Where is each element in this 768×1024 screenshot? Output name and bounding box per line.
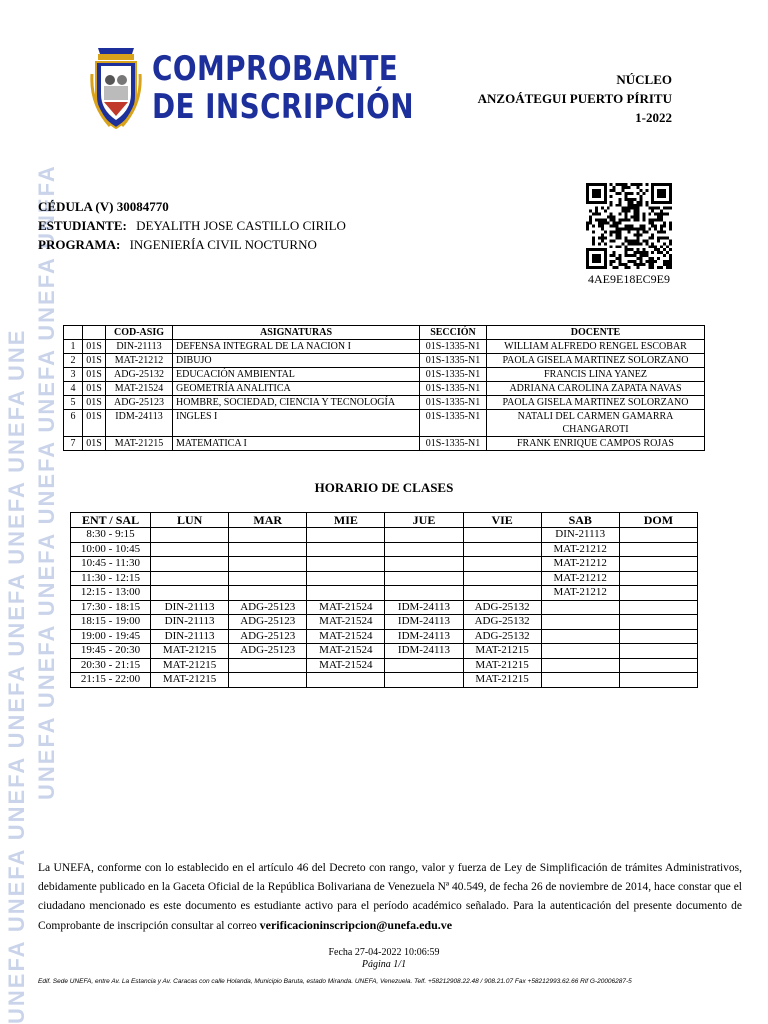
time-slot: 11:30 - 12:15 bbox=[71, 571, 151, 586]
schedule-col-header: MIE bbox=[307, 513, 385, 528]
col-teacher-header: DOCENTE bbox=[487, 326, 705, 340]
schedule-row bbox=[71, 600, 698, 615]
schedule-row bbox=[71, 673, 698, 688]
schedule-cell: IDM-24113 bbox=[385, 629, 463, 644]
schedule-cell bbox=[619, 658, 697, 673]
row-number: 3 bbox=[64, 368, 83, 382]
schedule-cell bbox=[229, 586, 307, 601]
subject-code: IDM-24113 bbox=[106, 410, 173, 437]
row-number: 7 bbox=[64, 437, 83, 451]
cedula: CÉDULA (V) 30084770 bbox=[38, 199, 169, 214]
legal-paragraph: La UNEFA, conforme con lo establecido en el artículo 46 del Decreto con rango, valor y fuerza de Ley de Simplificación de trámites Administrativos, debidamente publicado en la Gaceta Oficial de la República Bolivariana de Venezuela Nª 40.549, de fecha 26 de noviembre de 2014, hace constar que el ciudadano mencionado es este documento es estudiante activo para el período académico señalado. Para la autenticación del presente documento de Comprobante de inscripción consultar al correo bbox=[38, 862, 742, 932]
schedule-table bbox=[70, 512, 698, 688]
period: 1-2022 bbox=[635, 110, 672, 125]
schedule-cell bbox=[463, 586, 541, 601]
program-label: PROGRAMA: bbox=[38, 237, 121, 252]
schedule-header-row bbox=[71, 513, 698, 528]
title-line-1: COMPROBANTE bbox=[152, 49, 399, 89]
qr-code-icon bbox=[586, 183, 672, 269]
schedule-cell bbox=[619, 557, 697, 572]
row-type: 01S bbox=[83, 382, 106, 396]
schedule-cell bbox=[151, 557, 229, 572]
nucleo-name: ANZOÁTEGUI PUERTO PÍRITU bbox=[477, 91, 672, 106]
schedule-col-header: DOM bbox=[619, 513, 697, 528]
student-info bbox=[38, 197, 346, 254]
schedule-cell bbox=[463, 571, 541, 586]
schedule-row bbox=[71, 644, 698, 659]
subject-row bbox=[64, 396, 705, 410]
title-line-2: DE INSCRIPCIÓN bbox=[152, 87, 415, 127]
schedule-cell bbox=[619, 586, 697, 601]
schedule-cell bbox=[463, 528, 541, 543]
schedule-row bbox=[71, 542, 698, 557]
schedule-cell: MAT-21215 bbox=[151, 658, 229, 673]
schedule-row bbox=[71, 658, 698, 673]
subject-name: HOMBRE, SOCIEDAD, CIENCIA Y TECNOLOGÍA bbox=[173, 396, 420, 410]
schedule-cell: MAT-21215 bbox=[463, 644, 541, 659]
schedule-cell: ADG-25132 bbox=[463, 600, 541, 615]
schedule-cell bbox=[229, 658, 307, 673]
watermark-inner: UNEFA UNEFA UNEFA UNEFA UNEFA UNEFA UNEFA bbox=[34, 164, 59, 800]
subject-code: DIN-21113 bbox=[106, 340, 173, 354]
schedule-cell bbox=[541, 658, 619, 673]
schedule-cell: IDM-24113 bbox=[385, 600, 463, 615]
schedule-cell: MAT-21212 bbox=[541, 557, 619, 572]
schedule-cell bbox=[385, 557, 463, 572]
schedule-row bbox=[71, 571, 698, 586]
subjects-table bbox=[63, 325, 705, 451]
schedule-cell bbox=[229, 571, 307, 586]
schedule-cell: MAT-21524 bbox=[307, 644, 385, 659]
row-type: 01S bbox=[83, 354, 106, 368]
schedule-col-header: ENT / SAL bbox=[71, 513, 151, 528]
schedule-cell bbox=[307, 557, 385, 572]
col-subject-header: ASIGNATURAS bbox=[173, 326, 420, 340]
schedule-row bbox=[71, 557, 698, 572]
schedule-cell: IDM-24113 bbox=[385, 615, 463, 630]
schedule-cell bbox=[307, 528, 385, 543]
time-slot: 10:45 - 11:30 bbox=[71, 557, 151, 572]
qr-code-text: 4AE9E18EC9E9 bbox=[588, 272, 670, 286]
row-type: 01S bbox=[83, 368, 106, 382]
schedule-row bbox=[71, 615, 698, 630]
schedule-cell: IDM-24113 bbox=[385, 644, 463, 659]
nucleo-label: NÚCLEO bbox=[616, 72, 672, 87]
schedule-col-header: SAB bbox=[541, 513, 619, 528]
subject-teacher: PAOLA GISELA MARTINEZ SOLORZANO bbox=[487, 396, 705, 410]
subject-section: 01S-1335-N1 bbox=[420, 354, 487, 368]
schedule-cell: ADG-25132 bbox=[463, 615, 541, 630]
row-number: 2 bbox=[64, 354, 83, 368]
program-name: INGENIERÍA CIVIL NOCTURNO bbox=[129, 237, 317, 252]
schedule-cell: ADG-25123 bbox=[229, 629, 307, 644]
subject-name: INGLES I bbox=[173, 410, 420, 437]
schedule-cell bbox=[541, 615, 619, 630]
schedule-cell: MAT-21524 bbox=[307, 658, 385, 673]
schedule-cell bbox=[385, 586, 463, 601]
document-title bbox=[152, 50, 414, 126]
subject-name: DIBUJO bbox=[173, 354, 420, 368]
subject-section: 01S-1335-N1 bbox=[420, 340, 487, 354]
schedule-cell: MAT-21215 bbox=[463, 673, 541, 688]
schedule-col-header: MAR bbox=[229, 513, 307, 528]
schedule-row bbox=[71, 528, 698, 543]
subject-code: ADG-25123 bbox=[106, 396, 173, 410]
schedule-cell bbox=[619, 600, 697, 615]
schedule-col-header: JUE bbox=[385, 513, 463, 528]
schedule-cell: MAT-21215 bbox=[151, 644, 229, 659]
schedule-cell bbox=[307, 586, 385, 601]
subject-code: MAT-21215 bbox=[106, 437, 173, 451]
schedule-cell bbox=[619, 673, 697, 688]
schedule-cell bbox=[151, 542, 229, 557]
schedule-cell bbox=[385, 571, 463, 586]
schedule-cell: ADG-25123 bbox=[229, 600, 307, 615]
schedule-cell: ADG-25123 bbox=[229, 644, 307, 659]
schedule-cell bbox=[385, 673, 463, 688]
time-slot: 19:00 - 19:45 bbox=[71, 629, 151, 644]
subject-row bbox=[64, 437, 705, 451]
subject-teacher: ADRIANA CAROLINA ZAPATA NAVAS bbox=[487, 382, 705, 396]
student-name: DEYALITH JOSE CASTILLO CIRILO bbox=[136, 218, 346, 233]
schedule-cell bbox=[229, 528, 307, 543]
subject-code: MAT-21524 bbox=[106, 382, 173, 396]
nucleo-block bbox=[478, 70, 672, 127]
subject-name: MATEMATICA I bbox=[173, 437, 420, 451]
legal-text bbox=[38, 859, 742, 936]
schedule-cell bbox=[151, 571, 229, 586]
subject-teacher: WILLIAM ALFREDO RENGEL ESCOBAR bbox=[487, 340, 705, 354]
schedule-cell bbox=[619, 571, 697, 586]
schedule-cell bbox=[619, 528, 697, 543]
schedule-cell bbox=[463, 557, 541, 572]
subject-row bbox=[64, 382, 705, 396]
schedule-row bbox=[71, 629, 698, 644]
col-num-header bbox=[64, 326, 83, 340]
subject-section: 01S-1335-N1 bbox=[420, 368, 487, 382]
schedule-cell: MAT-21215 bbox=[151, 673, 229, 688]
time-slot: 20:30 - 21:15 bbox=[71, 658, 151, 673]
schedule-cell: DIN-21113 bbox=[151, 629, 229, 644]
time-slot: 18:15 - 19:00 bbox=[71, 615, 151, 630]
schedule-cell: MAT-21524 bbox=[307, 615, 385, 630]
schedule-cell: DIN-21113 bbox=[151, 600, 229, 615]
subject-section: 01S-1335-N1 bbox=[420, 382, 487, 396]
row-type: 01S bbox=[83, 437, 106, 451]
student-label: ESTUDIANTE: bbox=[38, 218, 127, 233]
row-number: 1 bbox=[64, 340, 83, 354]
schedule-cell bbox=[541, 644, 619, 659]
schedule-cell bbox=[307, 571, 385, 586]
schedule-row bbox=[71, 586, 698, 601]
col-type-header bbox=[83, 326, 106, 340]
time-slot: 12:15 - 13:00 bbox=[71, 586, 151, 601]
schedule-cell bbox=[151, 586, 229, 601]
schedule-cell bbox=[229, 673, 307, 688]
schedule-cell bbox=[619, 542, 697, 557]
time-slot: 10:00 - 10:45 bbox=[71, 542, 151, 557]
row-type: 01S bbox=[83, 340, 106, 354]
schedule-cell: DIN-21113 bbox=[541, 528, 619, 543]
schedule-cell bbox=[385, 542, 463, 557]
unefa-seal-logo bbox=[90, 44, 142, 134]
subject-row bbox=[64, 354, 705, 368]
program-row bbox=[38, 235, 346, 254]
time-slot: 21:15 - 22:00 bbox=[71, 673, 151, 688]
schedule-col-header: LUN bbox=[151, 513, 229, 528]
schedule-cell bbox=[229, 542, 307, 557]
subject-name: EDUCACIÓN AMBIENTAL bbox=[173, 368, 420, 382]
footer-address: Edif. Sede UNEFA, entre Av. La Estancia y Av. Caracas con calle Holanda, Municipio Baruta, estado Miranda. UNEFA, Venezuela. Telf. +58212908.22.48 / 908.21.07 Fax +58212993.62.66 Rif G-20006287-5 bbox=[38, 978, 632, 985]
schedule-title: HORARIO DE CLASES bbox=[314, 480, 454, 495]
subject-section: 01S-1335-N1 bbox=[420, 396, 487, 410]
time-slot: 17:30 - 18:15 bbox=[71, 600, 151, 615]
subject-name: GEOMETRÍA ANALITICA bbox=[173, 382, 420, 396]
page-number: Página 1/1 bbox=[361, 959, 407, 970]
schedule-cell: ADG-25123 bbox=[229, 615, 307, 630]
schedule-cell bbox=[307, 673, 385, 688]
row-type: 01S bbox=[83, 396, 106, 410]
subject-row bbox=[64, 368, 705, 382]
schedule-cell bbox=[619, 615, 697, 630]
subject-section: 01S-1335-N1 bbox=[420, 410, 487, 437]
col-code-header: COD-ASIG bbox=[106, 326, 173, 340]
schedule-cell bbox=[385, 658, 463, 673]
subject-teacher: PAOLA GISELA MARTINEZ SOLORZANO bbox=[487, 354, 705, 368]
schedule-cell bbox=[541, 629, 619, 644]
schedule-cell bbox=[151, 528, 229, 543]
schedule-cell bbox=[307, 542, 385, 557]
schedule-cell bbox=[385, 528, 463, 543]
issue-date: Fecha 27-04-2022 10:06:59 bbox=[328, 947, 440, 958]
row-type: 01S bbox=[83, 410, 106, 437]
row-number: 6 bbox=[64, 410, 83, 437]
schedule-cell bbox=[463, 542, 541, 557]
schedule-cell: DIN-21113 bbox=[151, 615, 229, 630]
subject-teacher: FRANK ENRIQUE CAMPOS ROJAS bbox=[487, 437, 705, 451]
row-number: 4 bbox=[64, 382, 83, 396]
schedule-cell: MAT-21215 bbox=[463, 658, 541, 673]
time-slot: 8:30 - 9:15 bbox=[71, 528, 151, 543]
schedule-cell bbox=[541, 600, 619, 615]
subject-code: MAT-21212 bbox=[106, 354, 173, 368]
subject-teacher: FRANCIS LINA YANEZ bbox=[487, 368, 705, 382]
schedule-cell: MAT-21524 bbox=[307, 600, 385, 615]
schedule-cell: MAT-21524 bbox=[307, 629, 385, 644]
subject-teacher: NATALI DEL CARMEN GAMARRA CHANGAROTI bbox=[487, 410, 705, 437]
row-number: 5 bbox=[64, 396, 83, 410]
schedule-cell: MAT-21212 bbox=[541, 586, 619, 601]
time-slot: 19:45 - 20:30 bbox=[71, 644, 151, 659]
schedule-col-header: VIE bbox=[463, 513, 541, 528]
subject-name: DEFENSA INTEGRAL DE LA NACION I bbox=[173, 340, 420, 354]
watermark-outer: UNEFA UNEFA UNEFA UNEFA UNEFA UNEFA UNEFA UNE bbox=[4, 328, 29, 1024]
verification-email[interactable]: verificacioninscripcion@unefa.edu.ve bbox=[259, 918, 453, 932]
schedule-cell bbox=[541, 673, 619, 688]
student-row bbox=[38, 216, 346, 235]
schedule-cell: ADG-25132 bbox=[463, 629, 541, 644]
schedule-cell bbox=[619, 629, 697, 644]
subject-row bbox=[64, 340, 705, 354]
schedule-cell: MAT-21212 bbox=[541, 571, 619, 586]
schedule-cell: MAT-21212 bbox=[541, 542, 619, 557]
schedule-cell bbox=[229, 557, 307, 572]
subject-section: 01S-1335-N1 bbox=[420, 437, 487, 451]
subjects-header-row bbox=[64, 326, 705, 340]
schedule-cell bbox=[619, 644, 697, 659]
col-section-header: SECCIÓN bbox=[420, 326, 487, 340]
subject-row bbox=[64, 410, 705, 437]
subject-code: ADG-25132 bbox=[106, 368, 173, 382]
